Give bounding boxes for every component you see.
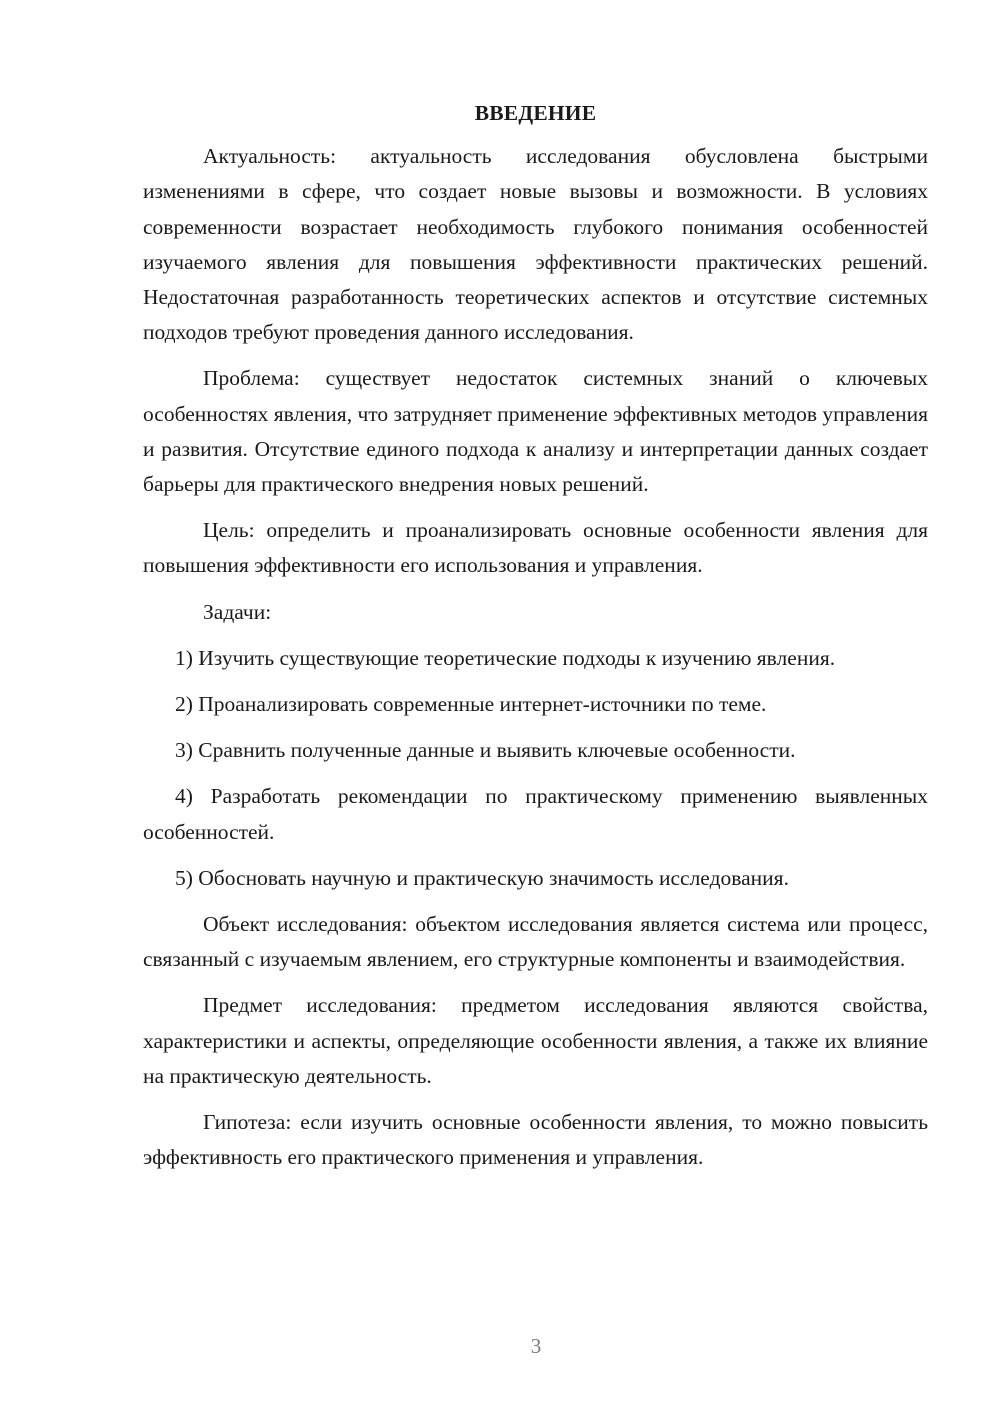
subject-paragraph: Предмет исследования: предметом исследования являются свойства, характеристики и аспекты, определяющие особенности явления, а также их влияние на практическую деятельность.: [143, 993, 928, 1088]
task-item-3: 3) Сравнить полученные данные и выявить ключевые особенности.: [175, 738, 796, 763]
task-item-1: 1) Изучить существующие теоретические подходы к изучению явления.: [175, 645, 836, 670]
section-heading: ВВЕДЕНИЕ: [474, 101, 597, 125]
task-item-2: 2) Проанализировать современные интернет-источники по теме.: [175, 692, 767, 717]
problem-paragraph: Проблема: существует недостаток системных знаний о ключевых особенностях явления, что затрудняет применение эффективных методов управления и развития. Отсутствие единого подхода к анализу и интерпретации данных создает барьеры для практического внедрения новых решений.: [143, 366, 928, 497]
goal-paragraph: Цель: определить и проанализировать основные особенности явления для повышения эффективности его использования и управления.: [143, 518, 928, 578]
relevance-paragraph: Актуальность: актуальность исследования обусловлена быстрыми изменениями в сфере, что создает новые вызовы и возможности. В условиях современности возрастает необходимость глубокого понимания особенностей изучаемого явления для повышения эффективности практических решений. Недостаточная разработанность теоретических аспектов и отсутствие системных подходов требуют проведения данного исследования.: [143, 144, 928, 345]
task-item-4: 4) Разработать рекомендации по практическому применению выявленных особенностей.: [143, 784, 928, 844]
page-content: [143, 96, 928, 1186]
task-item-5: 5) Обосновать научную и практическую значимость исследования.: [175, 865, 789, 890]
page-number: 3: [530, 1334, 542, 1358]
object-paragraph: Объект исследования: объектом исследования является система или процесс, связанный с изучаемым явлением, его структурные компоненты и взаимодействия.: [143, 912, 928, 972]
tasks-label: Задачи:: [203, 599, 272, 624]
hypothesis-paragraph: Гипотеза: если изучить основные особенности явления, то можно повысить эффективность его практического применения и управления.: [143, 1110, 928, 1170]
